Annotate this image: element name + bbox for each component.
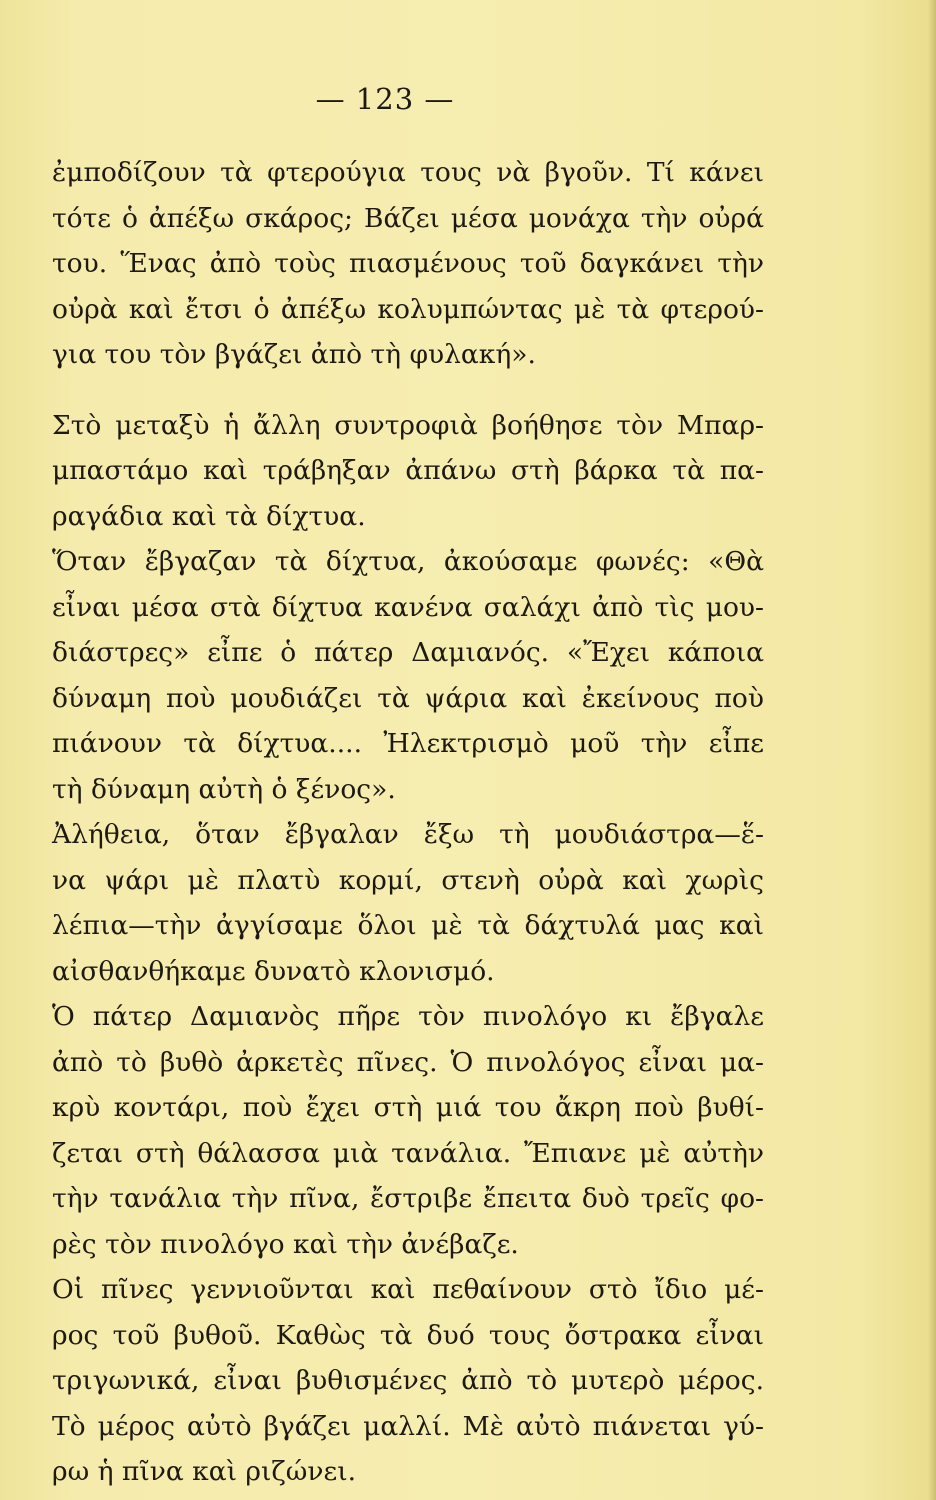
text-line: Τὸ μέρος αὐτὸ βγάζει μαλλί. Μὲ αὐτὸ πιάνεται γύ- (52, 1410, 764, 1442)
text-line: τὴν τανάλια τὴν πῖνα, ἔστριβε ἔπειτα δυὸ τρεῖς φο- (52, 1183, 764, 1214)
text-line: τὴ δύναμη αὐτὴ ὁ ξένος». (52, 773, 396, 805)
text-line: αἰσθανθήκαμε δυνατὸ κλονισμό. (52, 955, 495, 987)
text-line: του. Ἕνας ἀπὸ τοὺς πιασμένους τοῦ δαγκάνει τὴν (52, 248, 764, 279)
text-line: ζεται στὴ θάλασσα μιὰ τανάλια. Ἔπιανε μὲ αὐτὴν (52, 1137, 764, 1169)
text-line: κρὺ κοντάρι, ποὺ ἔχει στὴ μιά του ἄκρη ποὺ βυθί- (52, 1092, 764, 1123)
text-line: ρος τοῦ βυθοῦ. Καθὼς τὰ δυό τους ὄστρακα εἶναι (52, 1319, 764, 1351)
text-line: ἐμποδίζουν τὰ φτερούγια τους νὰ βγοῦν. Τί κάνει (52, 157, 764, 188)
text-line: δύναμη ποὺ μουδιάζει τὰ ψάρια καὶ ἐκείνους ποὺ (52, 682, 764, 714)
text-line: για του τὸν βγάζει ἀπὸ τὴ φυλακή». (52, 339, 536, 370)
text-line: ρὲς τὸν πινολόγο καὶ τὴν ἀνέβαζε. (52, 1228, 519, 1260)
text-line: Ὁ πάτερ Δαμιανὸς πῆρε τὸν πινολόγο κι ἔβγαλε (52, 1001, 764, 1032)
text-line: τότε ὁ ἀπέξω σκάρος; Βάζει μέσα μονάχα τὴν οὐρά (52, 202, 764, 234)
text-line: ρω ἡ πῖνα καὶ ριζώνει. (52, 1456, 357, 1487)
text-line: Οἱ πῖνες γεννιοῦνται καὶ πεθαίνουν στὸ ἴδιο μέ- (52, 1274, 764, 1305)
text-line: Ὅταν ἔβγαζαν τὰ δίχτυα, ἀκούσαμε φωνές: «Θὰ (52, 546, 764, 577)
text-line: ἀπὸ τὸ βυθὸ ἀρκετὲς πῖνες. Ὁ πινολόγος εἶναι μα- (52, 1046, 764, 1078)
text-line: Ἀλήθεια, ὅταν ἔβγαλαν ἔξω τὴ μουδιάστρα—ἕ- (52, 819, 764, 850)
paragraph-gap (52, 378, 764, 403)
text-line: διάστρες» εἶπε ὁ πάτερ Δαμιανός. «Ἔχει κάποια (52, 637, 764, 668)
text-line: ραγάδια καὶ τὰ δίχτυα. (52, 500, 366, 532)
text-line: πιάνουν τὰ δίχτυα.... Ἠλεκτρισμὸ μοῦ τὴν εἶπε (52, 728, 764, 759)
body-text (52, 150, 764, 1495)
page-number: — 123 — (315, 82, 455, 116)
text-line: λέπια—τὴν ἀγγίσαμε ὅλοι μὲ τὰ δάχτυλά μας καὶ (52, 910, 764, 941)
text-line: μπαστάμο καὶ τράβηξαν ἀπάνω στὴ βάρκα τὰ πα- (52, 455, 764, 486)
text-line: οὐρὰ καὶ ἔτσι ὁ ἀπέξω κολυμπώντας μὲ τὰ φτερού- (52, 293, 764, 325)
text-line: Στὸ μεταξὺ ἡ ἄλλη συντροφιὰ βοήθησε τὸν Μπαρ- (52, 409, 764, 441)
text-line: να ψάρι μὲ πλατὺ κορμί, στενὴ οὐρὰ καὶ χωρὶς (52, 864, 764, 896)
text-line: τριγωνικά, εἶναι βυθισμένες ἀπὸ τὸ μυτερὸ μέρος. (52, 1365, 764, 1396)
text-line: εἶναι μέσα στὰ δίχτυα κανένα σαλάχι ἀπὸ τὶς μου- (52, 591, 764, 623)
page-edge-shadow (928, 0, 936, 1500)
